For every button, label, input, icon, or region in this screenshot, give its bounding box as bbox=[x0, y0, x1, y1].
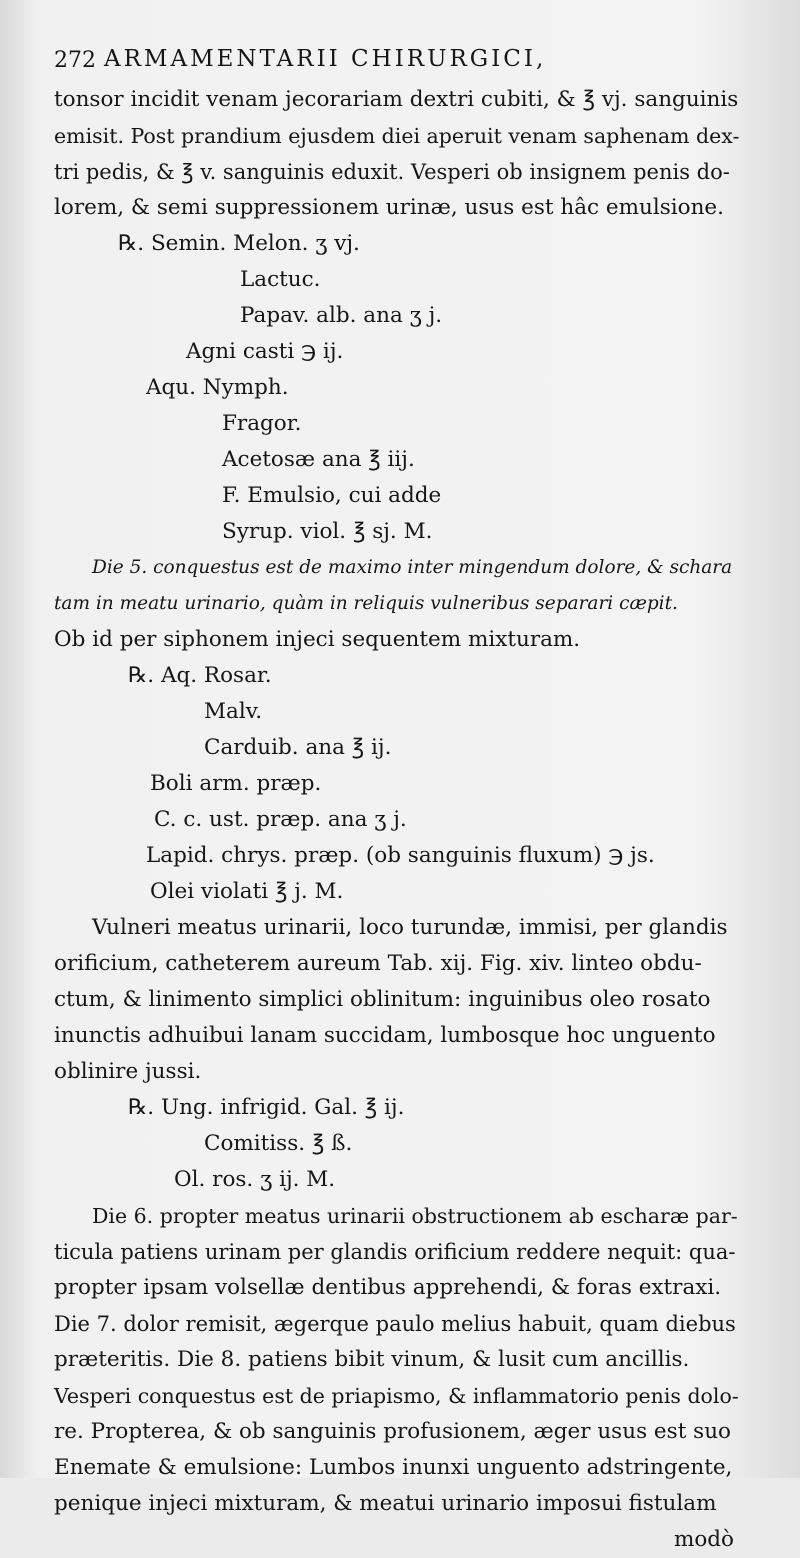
text-line: penique injeci mixturam, & meatui urinario imposui fistulam bbox=[54, 1491, 717, 1516]
text-line: tonsor incidit venam jecorariam dextri cubiti, & ℥ vj. sanguinis bbox=[54, 87, 739, 112]
text-line: Die 7. dolor remisit, ægerque paulo melius habuit, quam diebus bbox=[54, 1312, 736, 1336]
text-line: Papav. alb. ana ʒ j. bbox=[240, 303, 443, 328]
text-line: Olei violati ℥ j. M. bbox=[150, 879, 344, 904]
text-line: Ob id per siphonem injeci sequentem mixturam. bbox=[54, 627, 581, 652]
text-line: Acetosæ ana ℥ iij. bbox=[222, 447, 415, 472]
text-line: Comitiss. ℥ ß. bbox=[204, 1131, 353, 1156]
text-line: Vesperi conquestus est de priapismo, & inflammatorio penis dolo- bbox=[54, 1384, 739, 1408]
text-line: ticula patiens urinam per glandis orificium reddere nequit: qua- bbox=[54, 1240, 736, 1264]
text-line: Aqu. Nymph. bbox=[146, 375, 289, 400]
text-line: oblinire jussi. bbox=[54, 1059, 202, 1084]
text-line: ℞. Aq. Rosar. bbox=[128, 663, 272, 688]
text-line: inunctis adhuibui lanam succidam, lumbosque hoc unguento bbox=[54, 1023, 716, 1048]
text-line: tri pedis, & ℥ v. sanguinis eduxit. Vesperi ob insignem penis do- bbox=[54, 160, 730, 184]
text-line: Malv. bbox=[204, 699, 263, 724]
text-line: Enemate & emulsione: Lumbos inunxi unguento adstringente, bbox=[54, 1455, 733, 1480]
text-line: ℞. Ung. infrigid. Gal. ℥ ij. bbox=[128, 1095, 405, 1120]
text-line: F. Emulsio, cui adde bbox=[222, 483, 442, 508]
text-line: tam in meatu urinario, quàm in reliquis vulneribus separari cæpit. bbox=[54, 593, 678, 614]
text-line: Ol. ros. ʒ ij. M. bbox=[174, 1167, 336, 1192]
body-text bbox=[54, 82, 744, 1558]
text-line: emisit. Post prandium ejusdem diei aperuit venam saphenam dex- bbox=[54, 124, 740, 148]
text-line: Die 6. propter meatus urinarii obstructionem ab escharæ par- bbox=[92, 1204, 738, 1228]
text-line: præteritis. Die 8. patiens bibit vinum, & lusit cum ancillis. bbox=[54, 1347, 690, 1372]
text-line: re. Propterea, & ob sanguinis profusionem, æger usus est suo bbox=[54, 1419, 731, 1444]
text-line: orificium, catheterem aureum Tab. xij. Fig. xiv. linteo obdu- bbox=[54, 951, 702, 976]
text-line: ℞. Semin. Melon. ʒ vj. bbox=[118, 231, 360, 256]
text-line: propter ipsam volsellæ dentibus apprehendi, & foras extraxi. bbox=[54, 1275, 722, 1300]
text-line: Fragor. bbox=[222, 411, 302, 436]
text-line: Die 5. conquestus est de maximo inter mingendum dolore, & schara bbox=[92, 557, 733, 578]
text-line: Agni casti ℈ ij. bbox=[186, 339, 344, 364]
catchword: modò bbox=[673, 1527, 734, 1552]
text-line: C. c. ust. præp. ana ʒ j. bbox=[154, 807, 407, 832]
running-title: ARMAMENTARII CHIRURGICI, bbox=[104, 46, 547, 72]
text-line: ctum, & linimento simplici oblinitum: inguinibus oleo rosato bbox=[54, 987, 711, 1012]
text-line: Lapid. chrys. præp. (ob sanguinis fluxum) ℈ js. bbox=[146, 843, 655, 868]
text-line: Syrup. viol. ℥ sj. M. bbox=[222, 519, 433, 544]
text-line: Vulneri meatus urinarii, loco turundæ, immisi, per glandis bbox=[92, 915, 728, 940]
text-line: Carduib. ana ℥ ij. bbox=[204, 735, 392, 760]
text-line: lorem, & semi suppressionem urinæ, usus est hâc emulsione. bbox=[54, 195, 724, 220]
page-number: 272 bbox=[54, 48, 96, 73]
text-line: Boli arm. præp. bbox=[150, 771, 322, 796]
text-line: Lactuc. bbox=[240, 267, 321, 292]
